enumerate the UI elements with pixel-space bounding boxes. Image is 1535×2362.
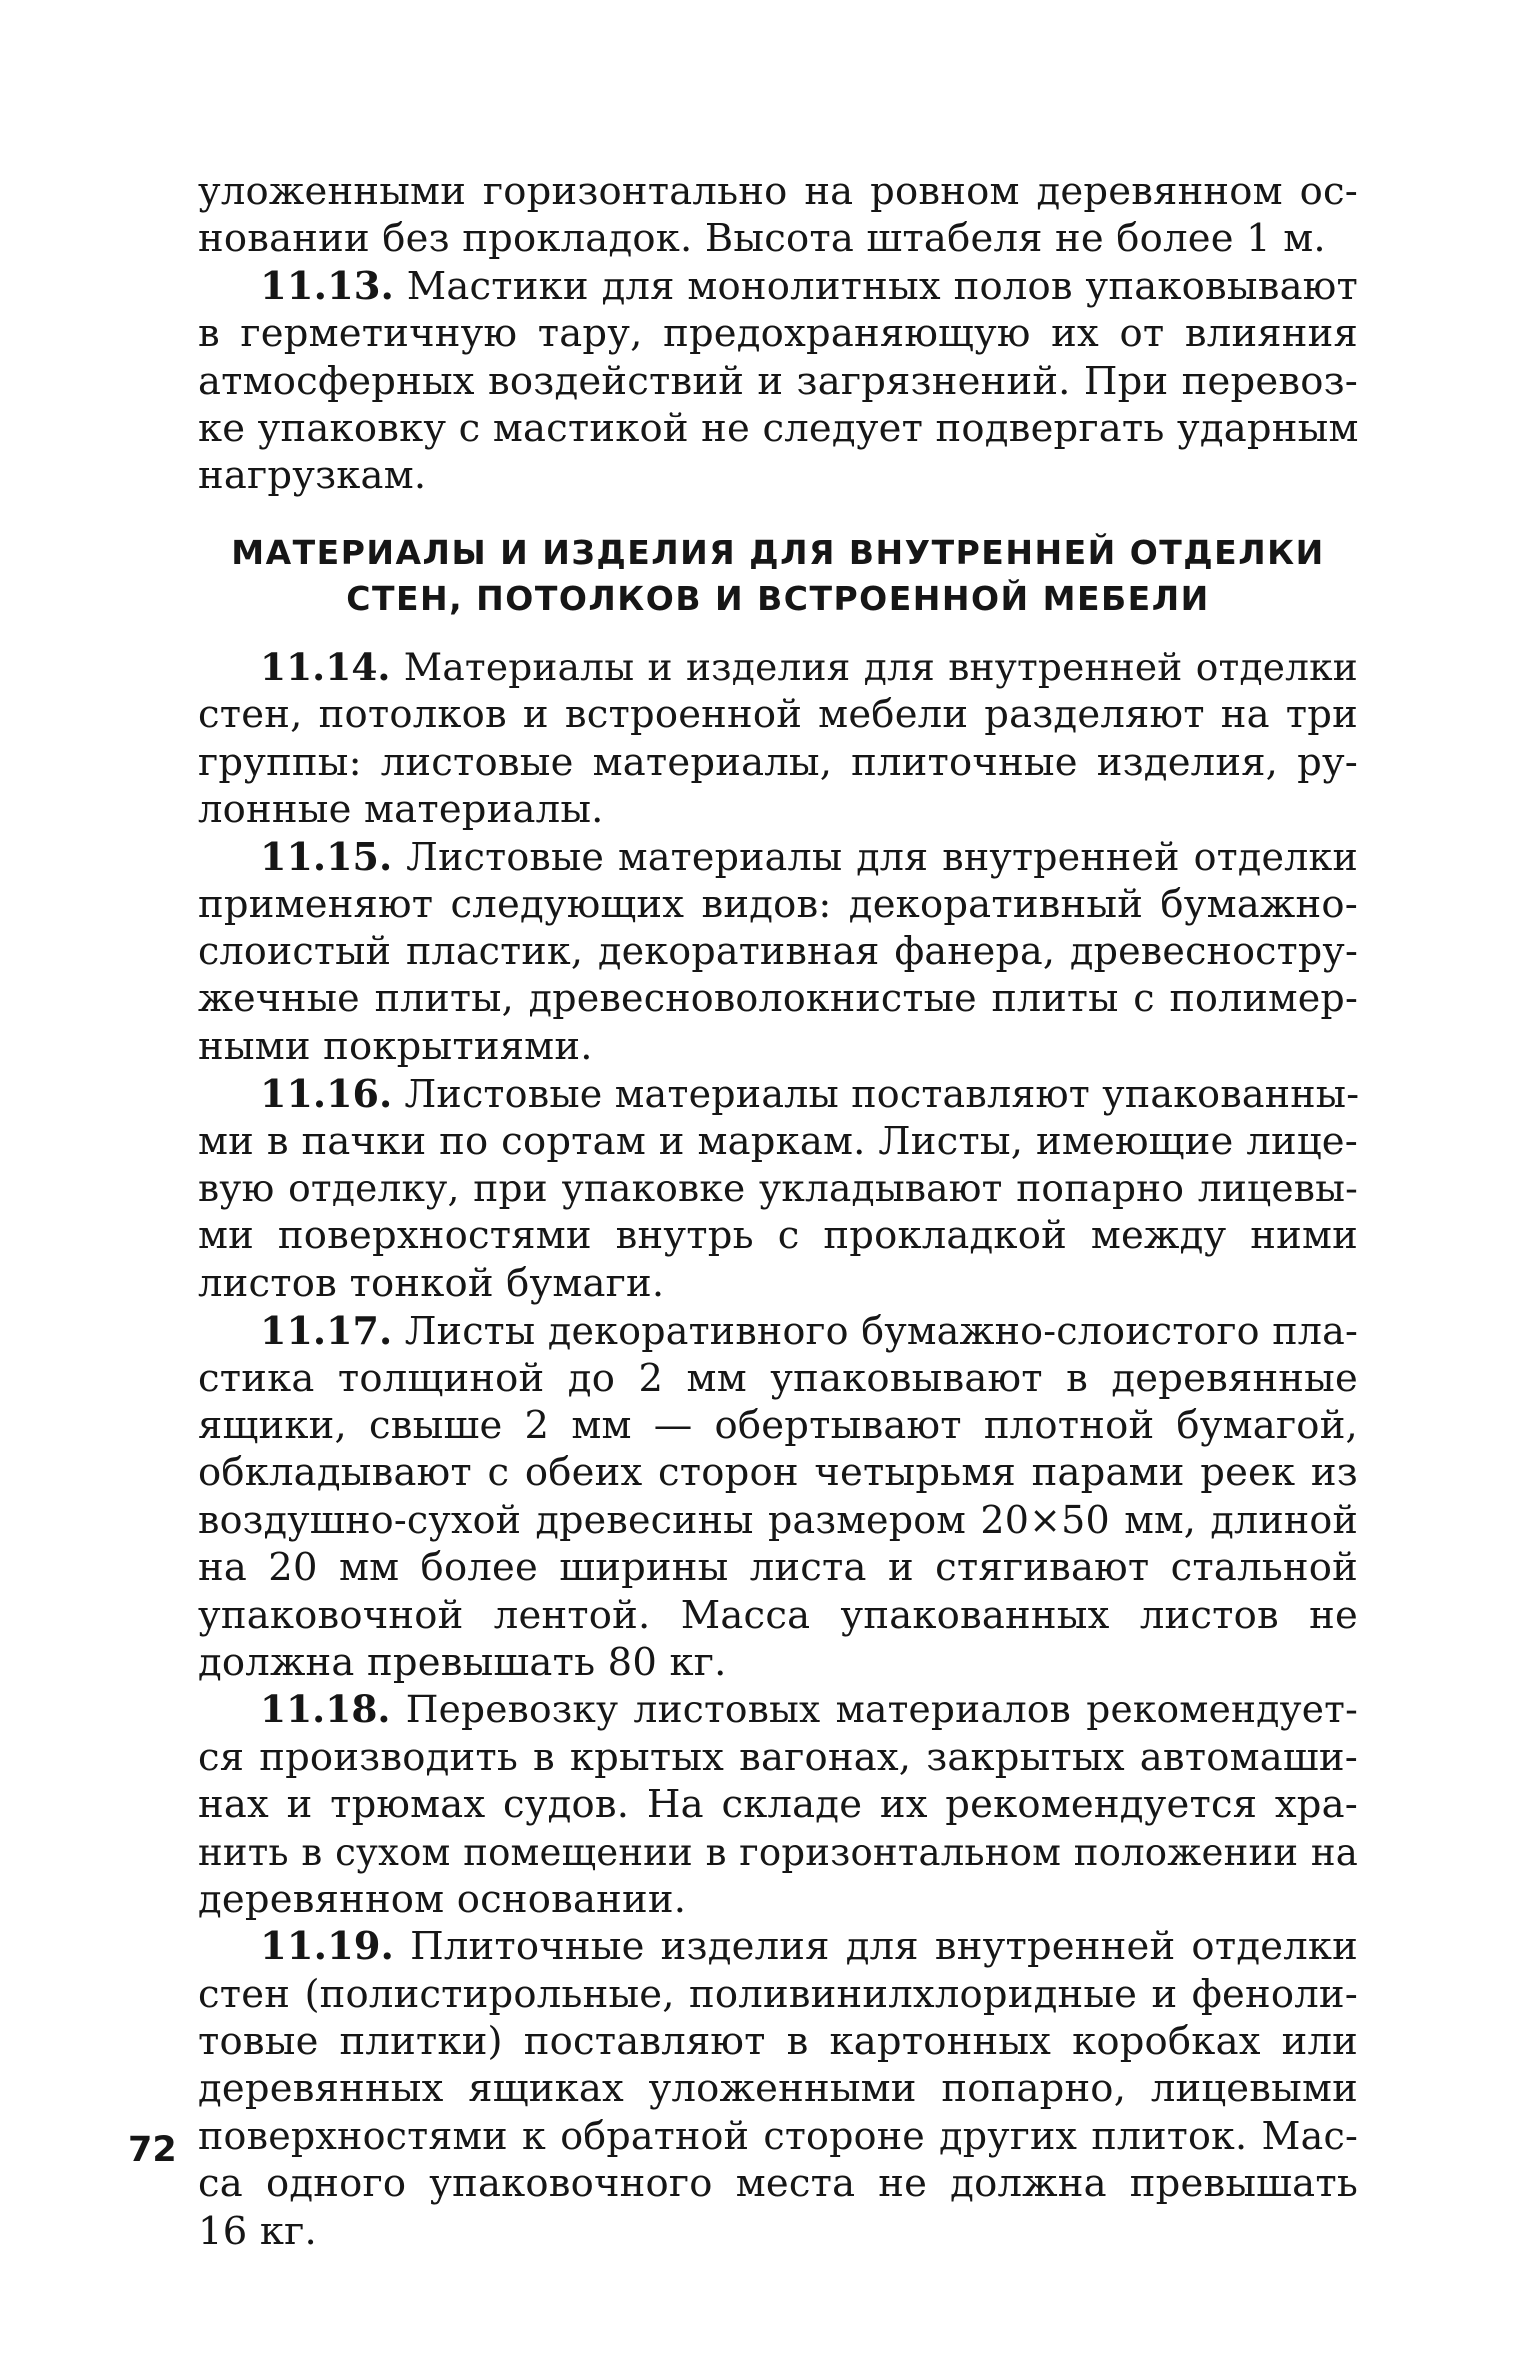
text-line: применяют следующих видов: декоративный бумажно- xyxy=(198,881,1358,927)
text-line: са одного упаковочного места не должна превышать xyxy=(198,2161,1358,2207)
paragraph-number: 11.13. xyxy=(260,263,394,309)
text-line: нах и трюмах судов. На складе их рекомендуется хра- xyxy=(198,1782,1358,1828)
text-line: ми поверхностями внутрь с прокладкой между ними xyxy=(198,1213,1358,1259)
text-line: стика толщиной до 2 мм упаковывают в деревянные xyxy=(198,1355,1358,1401)
text-line: атмосферных воздействий и загрязнений. При перевоз- xyxy=(198,358,1358,404)
paragraph-11-13 xyxy=(198,263,1358,500)
text-line: нить в сухом помещении в горизонтальном положении на xyxy=(198,1830,1358,1874)
paragraph-number: 11.18. xyxy=(260,1687,391,1732)
text-line: на 20 мм более ширины листа и стягивают стальной xyxy=(198,1545,1358,1591)
intro-paragraph xyxy=(198,168,1358,263)
text-line: ся производить в крытых вагонах, закрытых автомаши- xyxy=(198,1734,1358,1780)
text-line: 11.13. Мастики для монолитных полов упаковывают xyxy=(260,263,1358,309)
text-line: деревянном основании. xyxy=(198,1876,687,1922)
paragraph-number: 11.15. xyxy=(260,834,393,880)
text-line: слоистый пластик, декоративная фанера, древесностру- xyxy=(198,929,1358,974)
paragraph-11-18 xyxy=(198,1686,1358,1923)
text-line: жечные плиты, древесноволокнистые плиты с полимер- xyxy=(198,976,1358,1021)
text-line: 11.16. Листовые материалы поставляют упакованны- xyxy=(260,1071,1360,1117)
text-line: воздушно-сухой древесины размером 20×50 мм, длиной xyxy=(198,1497,1358,1542)
text-line: новании без прокладок. Высота штабеля не более 1 м. xyxy=(198,216,1326,262)
text-line: 11.17. Листы декоративного бумажно-слоистого пла- xyxy=(260,1308,1358,1354)
text-line: 11.15. Листовые материалы для внутренней отделки xyxy=(260,834,1358,880)
paragraph-11-15 xyxy=(198,833,1358,1070)
section-heading xyxy=(198,530,1358,622)
paragraph-number: 11.16. xyxy=(260,1071,393,1117)
section-heading-line-2: СТЕН, ПОТОЛКОВ И ВСТРОЕННОЙ МЕБЕЛИ xyxy=(346,578,1210,618)
text-line: стен, потолков и встроенной мебели разделяют на три xyxy=(198,692,1358,738)
text-line: ящики, свыше 2 мм — обертывают плотной бумагой, xyxy=(198,1402,1358,1448)
paragraph-11-14 xyxy=(198,644,1358,834)
text-line: 11.19. Плиточные изделия для внутренней отделки xyxy=(260,1924,1358,1970)
text-line: 11.14. Материалы и изделия для внутренней отделки xyxy=(260,644,1358,689)
paragraph-number: 11.14. xyxy=(260,644,391,689)
text-line: вую отделку, при упаковке укладывают попарно лицевы- xyxy=(198,1166,1358,1211)
paragraph-11-19 xyxy=(198,1923,1358,2255)
text-line: уложенными горизонтально на ровном деревянном ос- xyxy=(198,169,1358,214)
text-line: в герметичную тару, предохраняющую их от влияния xyxy=(198,311,1358,357)
paragraph-number: 11.17. xyxy=(260,1308,393,1354)
text-line: упаковочной лентой. Масса упакованных листов не xyxy=(198,1592,1358,1638)
text-line: лонные материалы. xyxy=(198,786,604,832)
text-line: товые плитки) поставляют в картонных коробках или xyxy=(198,2019,1358,2065)
text-line: листов тонкой бумаги. xyxy=(198,1260,665,1306)
text-line: ми в пачки по сортам и маркам. Листы, имеющие лице- xyxy=(198,1118,1358,1164)
text-line: 16 кг. xyxy=(198,2208,317,2254)
page-body xyxy=(198,168,1358,2255)
paragraph-11-16 xyxy=(198,1070,1358,1307)
paragraph-11-17 xyxy=(198,1307,1358,1686)
text-line: ными покрытиями. xyxy=(198,1023,593,1069)
text-line: группы: листовые материалы, плиточные изделия, ру- xyxy=(198,739,1358,785)
text-line: должна превышать 80 кг. xyxy=(198,1639,727,1685)
text-line: поверхностями к обратной стороне других плиток. Мас- xyxy=(198,2113,1358,2158)
text-line: обкладывают с обеих сторон четырьмя парами реек из xyxy=(198,1450,1358,1496)
text-line: ке упаковку с мастикой не следует подвергать ударным xyxy=(198,405,1359,451)
text-line: нагрузкам. xyxy=(198,453,427,499)
page-number: 72 xyxy=(128,2130,177,2170)
text-line: 11.18. Перевозку листовых материалов рекомендует- xyxy=(260,1687,1358,1732)
text-line: стен (полистирольные, поливинилхлоридные и феноли- xyxy=(198,1971,1358,2017)
paragraph-number: 11.19. xyxy=(260,1924,394,1970)
section-heading-line-1: МАТЕРИАЛЫ И ИЗДЕЛИЯ ДЛЯ ВНУТРЕННЕЙ ОТДЕЛКИ xyxy=(231,532,1325,572)
text-line: деревянных ящиках уложенными попарно, лицевыми xyxy=(198,2066,1358,2112)
